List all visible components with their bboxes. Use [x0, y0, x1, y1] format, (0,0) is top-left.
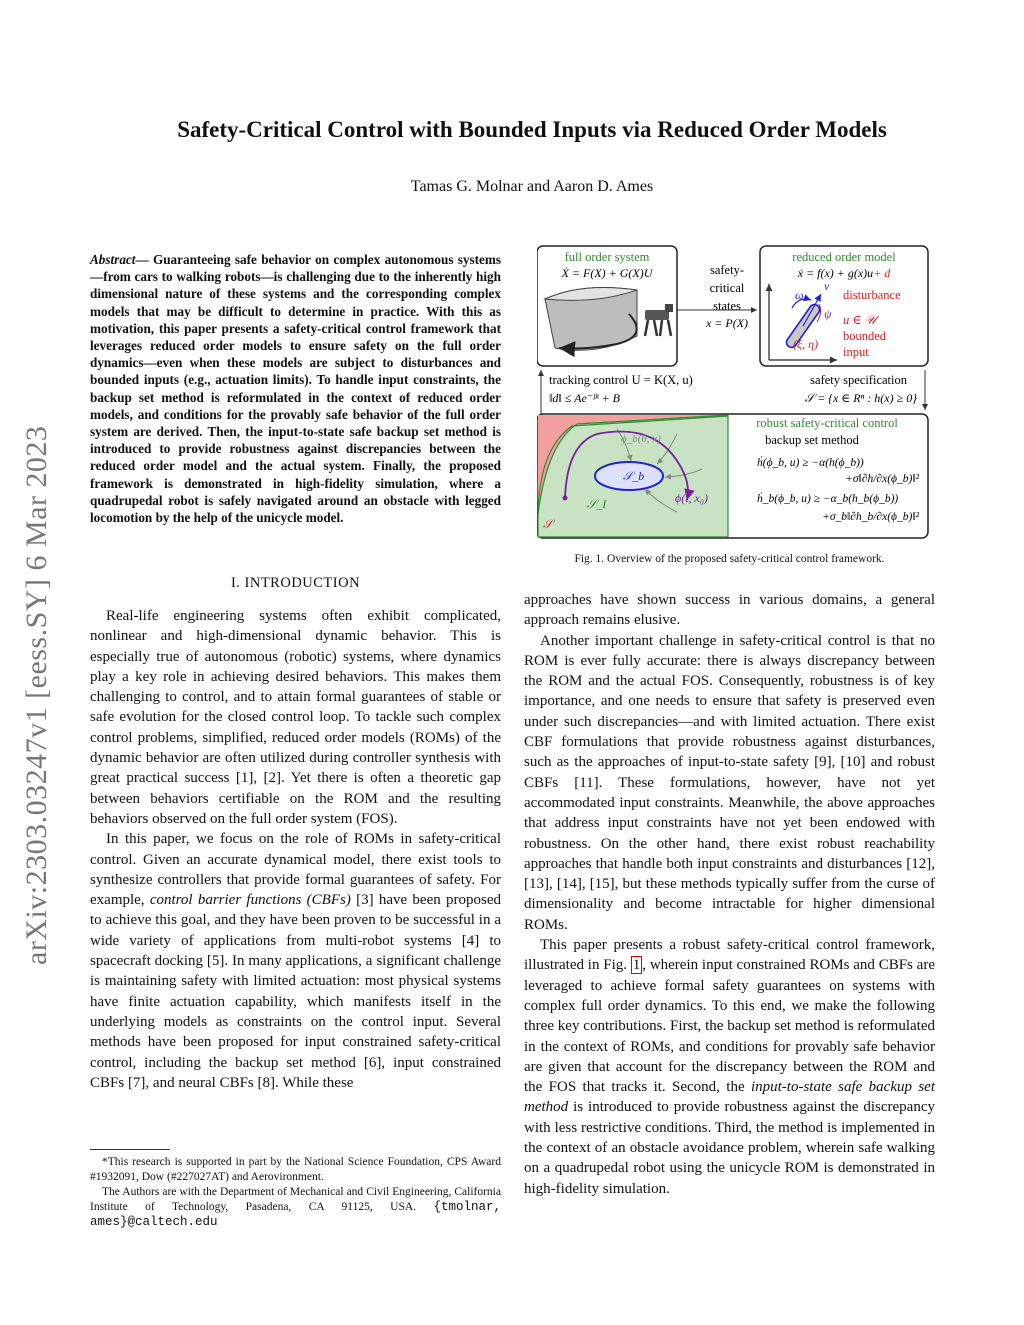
- footnote-rule: [90, 1149, 170, 1150]
- robust-control-title: robust safety-critical control: [756, 416, 898, 430]
- phi-b-label: ϕ_b(θ, x): [621, 433, 661, 445]
- S-I-label: 𝒮_I: [587, 497, 607, 511]
- abstract-text: — Guaranteeing safe behavior on complex autonomous systems—from cars to walking robots—is challenging due to the inherently high dimensional nature of these systems and the corresponding complex models that may be difficult to determine in practice. With this as motivation, this paper presents a safety-critical control framework that leverages reduced order models to ensure safety on the full order dynamics—even when these models are subject to disturbances and bounded inputs (e.g., actuation limits). To handle input constraints, the backup set method is reformulated in the context of reduced order models, and conditions for the provably safe behavior of the full order system are derived. Then, the input-to-state safe backup set method is introduced to provide robustness against discrepancies between the reduced order model and the actual system. Finally, the proposed framework is demonstrated in high-fidelity simulation, where a quadrupedal robot is safely navigated around an obstacle with legged locomotion by the help of the unicycle model.: [90, 252, 501, 526]
- backup-method-title: backup set method: [765, 433, 859, 447]
- paper-title: Safety-Critical Control with Bounded Inputs via Reduced Order Models: [177, 117, 887, 142]
- intro-p4-part-b: , wherein input constrained ROMs and CBFs are leveraged to achieve formal safety guarantees on systems with complex full order dynamics. To this end, we make the following three key contributions. First, the backup set method is reformulated in the context of ROMs, and conditions for provably safe behavior are given that account for the discrepancy between the ROM and the FOS that tracks it. Second, the: [524, 957, 935, 1096]
- omega-label: ω: [795, 288, 804, 302]
- figure-1-reference-link[interactable]: 1: [632, 957, 641, 974]
- cbf-constraint-2-robust: +σ_b‖∂h_b/∂x(ϕ_b)‖²: [822, 511, 919, 523]
- abstract-label: Abstract: [90, 252, 136, 267]
- disturbance-label: disturbance: [843, 288, 901, 302]
- footnote-affiliation: [90, 1185, 501, 1230]
- intro-paragraph-3: Another important challenge in safety-critical control is that no ROM is ever fully accurate: there is always discrepancy between the ROM and the actual FOS. Consequently, robustness is of key importance, and one needs to ensure that safety is preserved even under such discrepancies—and with limited actuation. There exist CBF formulations that provide robustness against disturbances, such as the approaches of input-to-state safety [9], [10] and robust CBFs [11]. These formulations, however, have not yet accommodated input constraints. Meanwhile, the above approaches that address input constraints have not yet been endowed with robustness. On the other hand, there exist robust reachability approaches that handle both input constraints and disturbances [12], [13], [14], [15], but these methods typically suffer from the curse of dimensionality and become intractable for higher dimensional ROMs.: [524, 632, 935, 933]
- mid-label-2: critical: [709, 281, 745, 295]
- figure-caption: Fig. 1. Overview of the proposed safety-critical control framework.: [574, 553, 885, 565]
- safety-spec-label: safety specification: [810, 373, 907, 387]
- intro-paragraph-2-continued: approaches have shown success in various domains, a general approach remains elusive.: [524, 592, 935, 629]
- footnote-affiliation-text: The Authors are with the Department of Mechanical and Civil Engineering, California Institute of Technology, Pasadena, CA 91125, USA.: [90, 1186, 501, 1213]
- cbf-constraint-2: ḣ_b(ϕ_b, u) ≥ −α_b(h_b(ϕ_b)): [757, 493, 899, 505]
- mid-label-1: safety-: [709, 263, 745, 277]
- xi-eta-label: (ξ, η): [793, 337, 819, 351]
- footnote-funding: *This research is supported in part by the National Science Foundation, CPS Award #1932091, Dow (#227027AT) and Aerovironment.: [90, 1156, 501, 1183]
- intro-p2-part-b: [3] have been proposed to achieve this goal, and they have been proven to be successful in a wide variety of applications from multi-robot systems [4] to spacecraft docking [5]. In many applications, a significant challenge is maintaining safety with limited actuation: most physical systems have finite actuation capability, which manifests itself in the underlying models as constraints on the control input. Several methods have been proposed for input constrained safety-critical control, including the backup set method [6], input constrained CBFs [7], and neural CBFs [8]. While these: [90, 892, 501, 1091]
- cbf-constraint-1-robust: +σ‖∂h/∂x(ϕ_b)‖²: [845, 473, 919, 485]
- cbf-constraint-1: ḣ(ϕ_b, u) ≥ −α(h(ϕ_b)): [757, 457, 864, 469]
- figure-1: [537, 244, 931, 540]
- arxiv-identifier: [8, 345, 58, 965]
- fos-title: full order system: [564, 250, 650, 264]
- phi-t-label: ϕ(t, x₀): [675, 491, 709, 505]
- disturbance-bound: ‖d‖ ≤ Ae⁻ᵝᵗ + B: [549, 391, 620, 405]
- intro-p4-emphasis: input-to-state safe backup set method: [524, 1079, 936, 1116]
- intro-p4-part-c: is introduced to provide robustness against the discrepancy with less restrictive conditions. Third, the method is implemented in the context of an obstacle avoidance problem, wherein safe walking on a quadrupedal robot using the unicycle ROM is demonstrated in high-fidelity simulation.: [524, 1099, 935, 1197]
- intro-p2-emphasis: control barrier functions (CBFs): [149, 892, 351, 909]
- abstract: [90, 251, 501, 526]
- intro-paragraph-4: [524, 935, 935, 1199]
- intro-paragraph-1: Real-life engineering systems often exhibit complicated, nonlinear and high-dimensional dynamic behavior. This is especially true of autonomous (robotic) systems, where dynamics play a key role in achieving desired behaviors. This makes them challenging to control, and to attain formal guarantees of stable or safe evolution for the closed control loop. To tackle such complex control problems, simplified, reduced order models (ROMs) of the dynamic behavior are often utilized during controller synthesis with great practical success [1], [2]. Yet there is often a theoretic gap between behaviors certifiable on the ROM and the resulting behaviors observed on the full order system (FOS).: [90, 608, 501, 827]
- arxiv-identifier-text: arXiv:2303.03247v1 [eess.SY] 6 Mar 2023: [20, 425, 53, 965]
- fos-equation: Ẋ = F(X) + G(X)U: [561, 266, 653, 280]
- intro-p4-part-a: This paper presents a robust safety-critical control framework, illustrated in Fig.: [524, 937, 935, 974]
- tracking-control-label: tracking control U = K(X, u): [549, 373, 693, 387]
- S-label: 𝒮: [543, 517, 553, 531]
- intro-left-column: [90, 606, 501, 1093]
- paper-authors: Tamas G. Molnar and Aaron D. Ames: [410, 178, 654, 195]
- intro-paragraph-2: [90, 829, 501, 1093]
- S-b-label: 𝒮_b: [623, 469, 645, 483]
- rom-eq-disturbance: + d: [873, 266, 891, 280]
- u-in-U-label: u ∈ 𝒰: [843, 313, 877, 327]
- author-emails: {tmolnar, ames}@caltech.edu: [90, 1200, 502, 1229]
- section-heading: I. INTRODUCTION: [230, 575, 361, 591]
- input-label: input: [843, 345, 869, 359]
- rom-equation: [797, 266, 892, 280]
- v-label: v: [824, 279, 830, 293]
- trajectory-start: [563, 496, 568, 501]
- rom-eq-main: ẋ = f(x) + g(x)u: [797, 266, 874, 280]
- mid-label-4: x = P(X): [705, 316, 749, 330]
- bounded-label: bounded: [843, 329, 887, 343]
- rom-title: reduced order model: [792, 250, 896, 264]
- footnotes: [90, 1155, 501, 1230]
- mid-label-3: states: [713, 299, 741, 313]
- psi-label: ψ: [824, 307, 832, 321]
- intro-p2-part-a: In this paper, we focus on the role of ROMs in safety-critical control. Given an accurate dynamical model, there exist tools to synthesize controllers that provide formal guarantees of safety. For example,: [90, 831, 501, 909]
- intro-right-column: [524, 590, 935, 1199]
- safe-set-def: 𝒮 = {x ∈ Rⁿ : h(x) ≥ 0}: [804, 391, 917, 405]
